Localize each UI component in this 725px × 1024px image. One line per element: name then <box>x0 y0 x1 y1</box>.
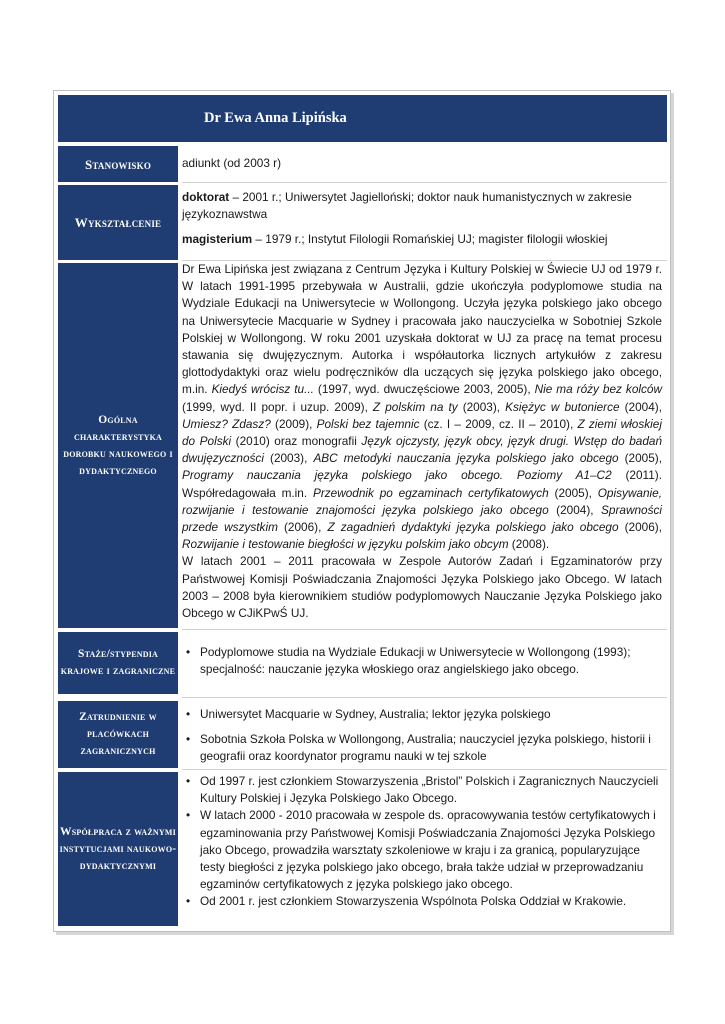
publication-title: Opisywanie, rozwijanie i testowanie znajomości języka polskiego jako obcego <box>182 485 662 517</box>
publication-details: (2004), <box>619 399 663 414</box>
list-item: • W latach 2000 - 2010 pracowała w zespole ds. opracowywania testów certyfikatowych i egzaminowania przy Państwowej Komisji Poświadczania Znajomości Języka Polskiego jako Obcego, prowadziła warsztaty szkoleniowe w kraju i za granicą, popularyzujące testy biegłości z języka polskiego jako obcego, brała także udział w przeprowadzaniu egzaminów certyfikatowych z języka polskiego jako obcego. <box>200 807 662 893</box>
publication-title: Sprawności przede wszystkim <box>182 502 663 535</box>
content-stanowisko <box>182 155 662 172</box>
publication-details: (2003), <box>457 399 506 414</box>
content-wyksztalcenie <box>182 189 662 249</box>
publication-details: (2004), <box>548 502 602 517</box>
publication-title: Język ojczysty, język obcy, język drugi. Wstęp do badań dwujęzyczności <box>182 434 663 466</box>
profile-paragraph-2: W latach 2001 – 2011 pracowała w Zespole Autorów Zadań i Egzaminatorów przy Państwowej Komisji Poświadczania Znajomości Języka Polskiego jako Obcego. W latach 2003 – 2008 była kierownikiem studiów podyplomowych Nauczanie Języka Polskiego jako Obcego w CJiKPwŚ UJ. <box>182 554 662 621</box>
label-ogolna: Ogólna charakterystyka dorobku naukowego i dydaktycznego <box>58 263 178 628</box>
divider <box>182 697 667 698</box>
content-zatrudnienie <box>182 706 662 766</box>
list-item: • Podyplomowe studia na Wydziale Edukacji w Uniwersytecie w Wollongong (1993); specjalność: nauczanie języka włoskiego oraz angielskiego jako obcego. <box>200 644 662 678</box>
publication-details: (cz. I – 2009, cz. II – 2010), <box>419 416 578 431</box>
divider <box>182 629 667 630</box>
publication-details: (1997, wyd. dwuczęściowe 2003, 2005), <box>313 382 535 397</box>
publication-title: Z zagadnień dydaktyki języka polskiego jako obcego <box>327 520 619 535</box>
education-doktorat: doktorat – 2001 r.; Uniwersytet Jagielloński; doktor nauk humanistycznych w zakresie językoznawstwa <box>182 190 632 222</box>
list-item: • Od 1997 r. jest członkiem Stowarzyszenia „Bristol” Polskich i Zagranicznych Nauczycieli Kultury Polskiej i Języka Polskiego Jako Obcego. <box>200 773 662 807</box>
publication-title: Kiedyś wrócisz tu... <box>211 382 314 397</box>
publication-title: Rozwijanie i testowanie biegłości w języku polskim jako obcym <box>182 537 509 552</box>
publication-title: Polski bez tajemnic <box>316 416 420 431</box>
label-wspolpraca: Współpraca z ważnymi instytucjami naukowo-dydaktycznymi <box>58 772 178 926</box>
label-zatrudnienie: Zatrudnienie w placówkach zagranicznych <box>58 701 178 768</box>
divider <box>182 182 667 183</box>
content-wspolpraca <box>182 773 662 911</box>
publication-title: Z polskim na ty <box>372 399 458 414</box>
divider <box>182 769 667 770</box>
label-stanowisko: Stanowisko <box>58 146 178 182</box>
publication-details: (1999, wyd. II popr. i uzup. 2009), <box>182 399 373 414</box>
list-item: • Od 2001 r. jest członkiem Stowarzyszenia Wspólnota Polska Oddział w Krakowie. <box>200 893 662 910</box>
publication-details: (2005), <box>618 451 662 466</box>
name-header <box>58 95 667 142</box>
label-wyksztalcenie: Wykształcenie <box>58 185 178 260</box>
cv-frame <box>53 90 671 932</box>
publication-title: Przewodnik po egzaminach certyfikatowych <box>312 485 549 500</box>
education-magisterium: magisterium – 1979 r.; Instytut Filologii Romańskiej UJ; magister filologii włoskiej <box>182 232 608 247</box>
publication-details: (2006), <box>618 520 662 535</box>
profile-paragraph: Dr Ewa Lipińska jest związana z Centrum Języka i Kultury Polskiej w Świecie UJ od 1979 r. W latach 1991-1995 przebywała w Australii, gdzie ukończyła podyplomowe studia na Wydziale Edukacji na Uniwersytecie w Wollongong. Uczyła języka polskiego jako obcego na Uniwersytecie Macquarie w Sydney i pracowała jako nauczycielka w Sobotniej Szkole Polskiej w Wollongong. W roku 2001 uzyskała doktorat w UJ za pracę na temat procesu stawania się dwujęzycznym. Autorka i współautorka licznych artykułów z zakresu glottodydaktyki oraz wielu podręczników dla uczących się języka polskiego jako obcego, m.in. Kiedyś wrócisz tu... (1997, wyd. dwuczęściowe 2003, 2005), Nie ma róży bez kolców (1999, wyd. II popr. i uzup. 2009), Z polskim na ty (2003), Księżyc w butonierce (2004), Umiesz? Zdasz? (2009), Polski bez tajemnic (cz. I – 2009, cz. II – 2010), Z ziemi włoskiej do Polski (2010) oraz monografii Język ojczysty, język obcy, język drugi. Wstęp do badań dwujęzyczności (2003), ABC metodyki nauczania języka polskiego jako obcego (2005), Programy nauczania języka polskiego jako obcego. Poziomy A1–C2 (2011). Współredagowała m.in. Przewodnik po egzaminach certyfikatowych (2005), Opisywanie, rozwijanie i testowanie znajomości języka polskiego jako obcego (2004), Sprawności przede wszystkim (2006), Z zagadnień dydaktyki języka polskiego jako obcego (2006), Rozwijanie i testowanie biegłości w języku polskim jako obcym (2008). <box>182 262 663 552</box>
list-item: • Sobotnia Szkoła Polska w Wollongong, Australia; nauczyciel języka polskiego, historii i geografii oraz koordynator programu nauki w tej szkole <box>200 731 662 765</box>
list-item: • Uniwersytet Macquarie w Sydney, Australia; lektor języka polskiego <box>200 706 662 723</box>
publication-title: ABC metodyki nauczania języka polskiego jako obcego <box>313 451 619 466</box>
publication-details: (2009), <box>270 416 317 431</box>
publication-details: (2003), <box>263 451 314 466</box>
label-staze: Staże/stypendia krajowe i zagraniczne <box>58 632 178 694</box>
publication-title: Księżyc w butonierce <box>505 399 620 414</box>
publication-title: Programy nauczania języka polskiego jako obcego. Poziomy A1–C2 <box>182 468 612 483</box>
publication-title: Z ziemi włoskiej do Polski <box>182 416 662 449</box>
content-ogolna <box>182 261 662 622</box>
publication-title: Umiesz? Zdasz? <box>182 416 271 431</box>
publication-details: (2008). <box>508 537 550 552</box>
content-staze <box>182 644 662 678</box>
publications-list <box>182 382 662 551</box>
publication-details: (2010) oraz monografii <box>231 434 362 449</box>
position-text: adiunkt (od 2003 r) <box>182 156 282 170</box>
person-name: Dr Ewa Anna Lipińska <box>204 110 347 126</box>
publication-details: (2005), <box>548 485 598 500</box>
publication-details: (2006), <box>277 520 328 535</box>
publication-details: (2011). Współredagowała m.in. <box>182 468 662 500</box>
cv-table <box>58 95 666 927</box>
publication-title: Nie ma róży bez kolców <box>534 382 662 397</box>
